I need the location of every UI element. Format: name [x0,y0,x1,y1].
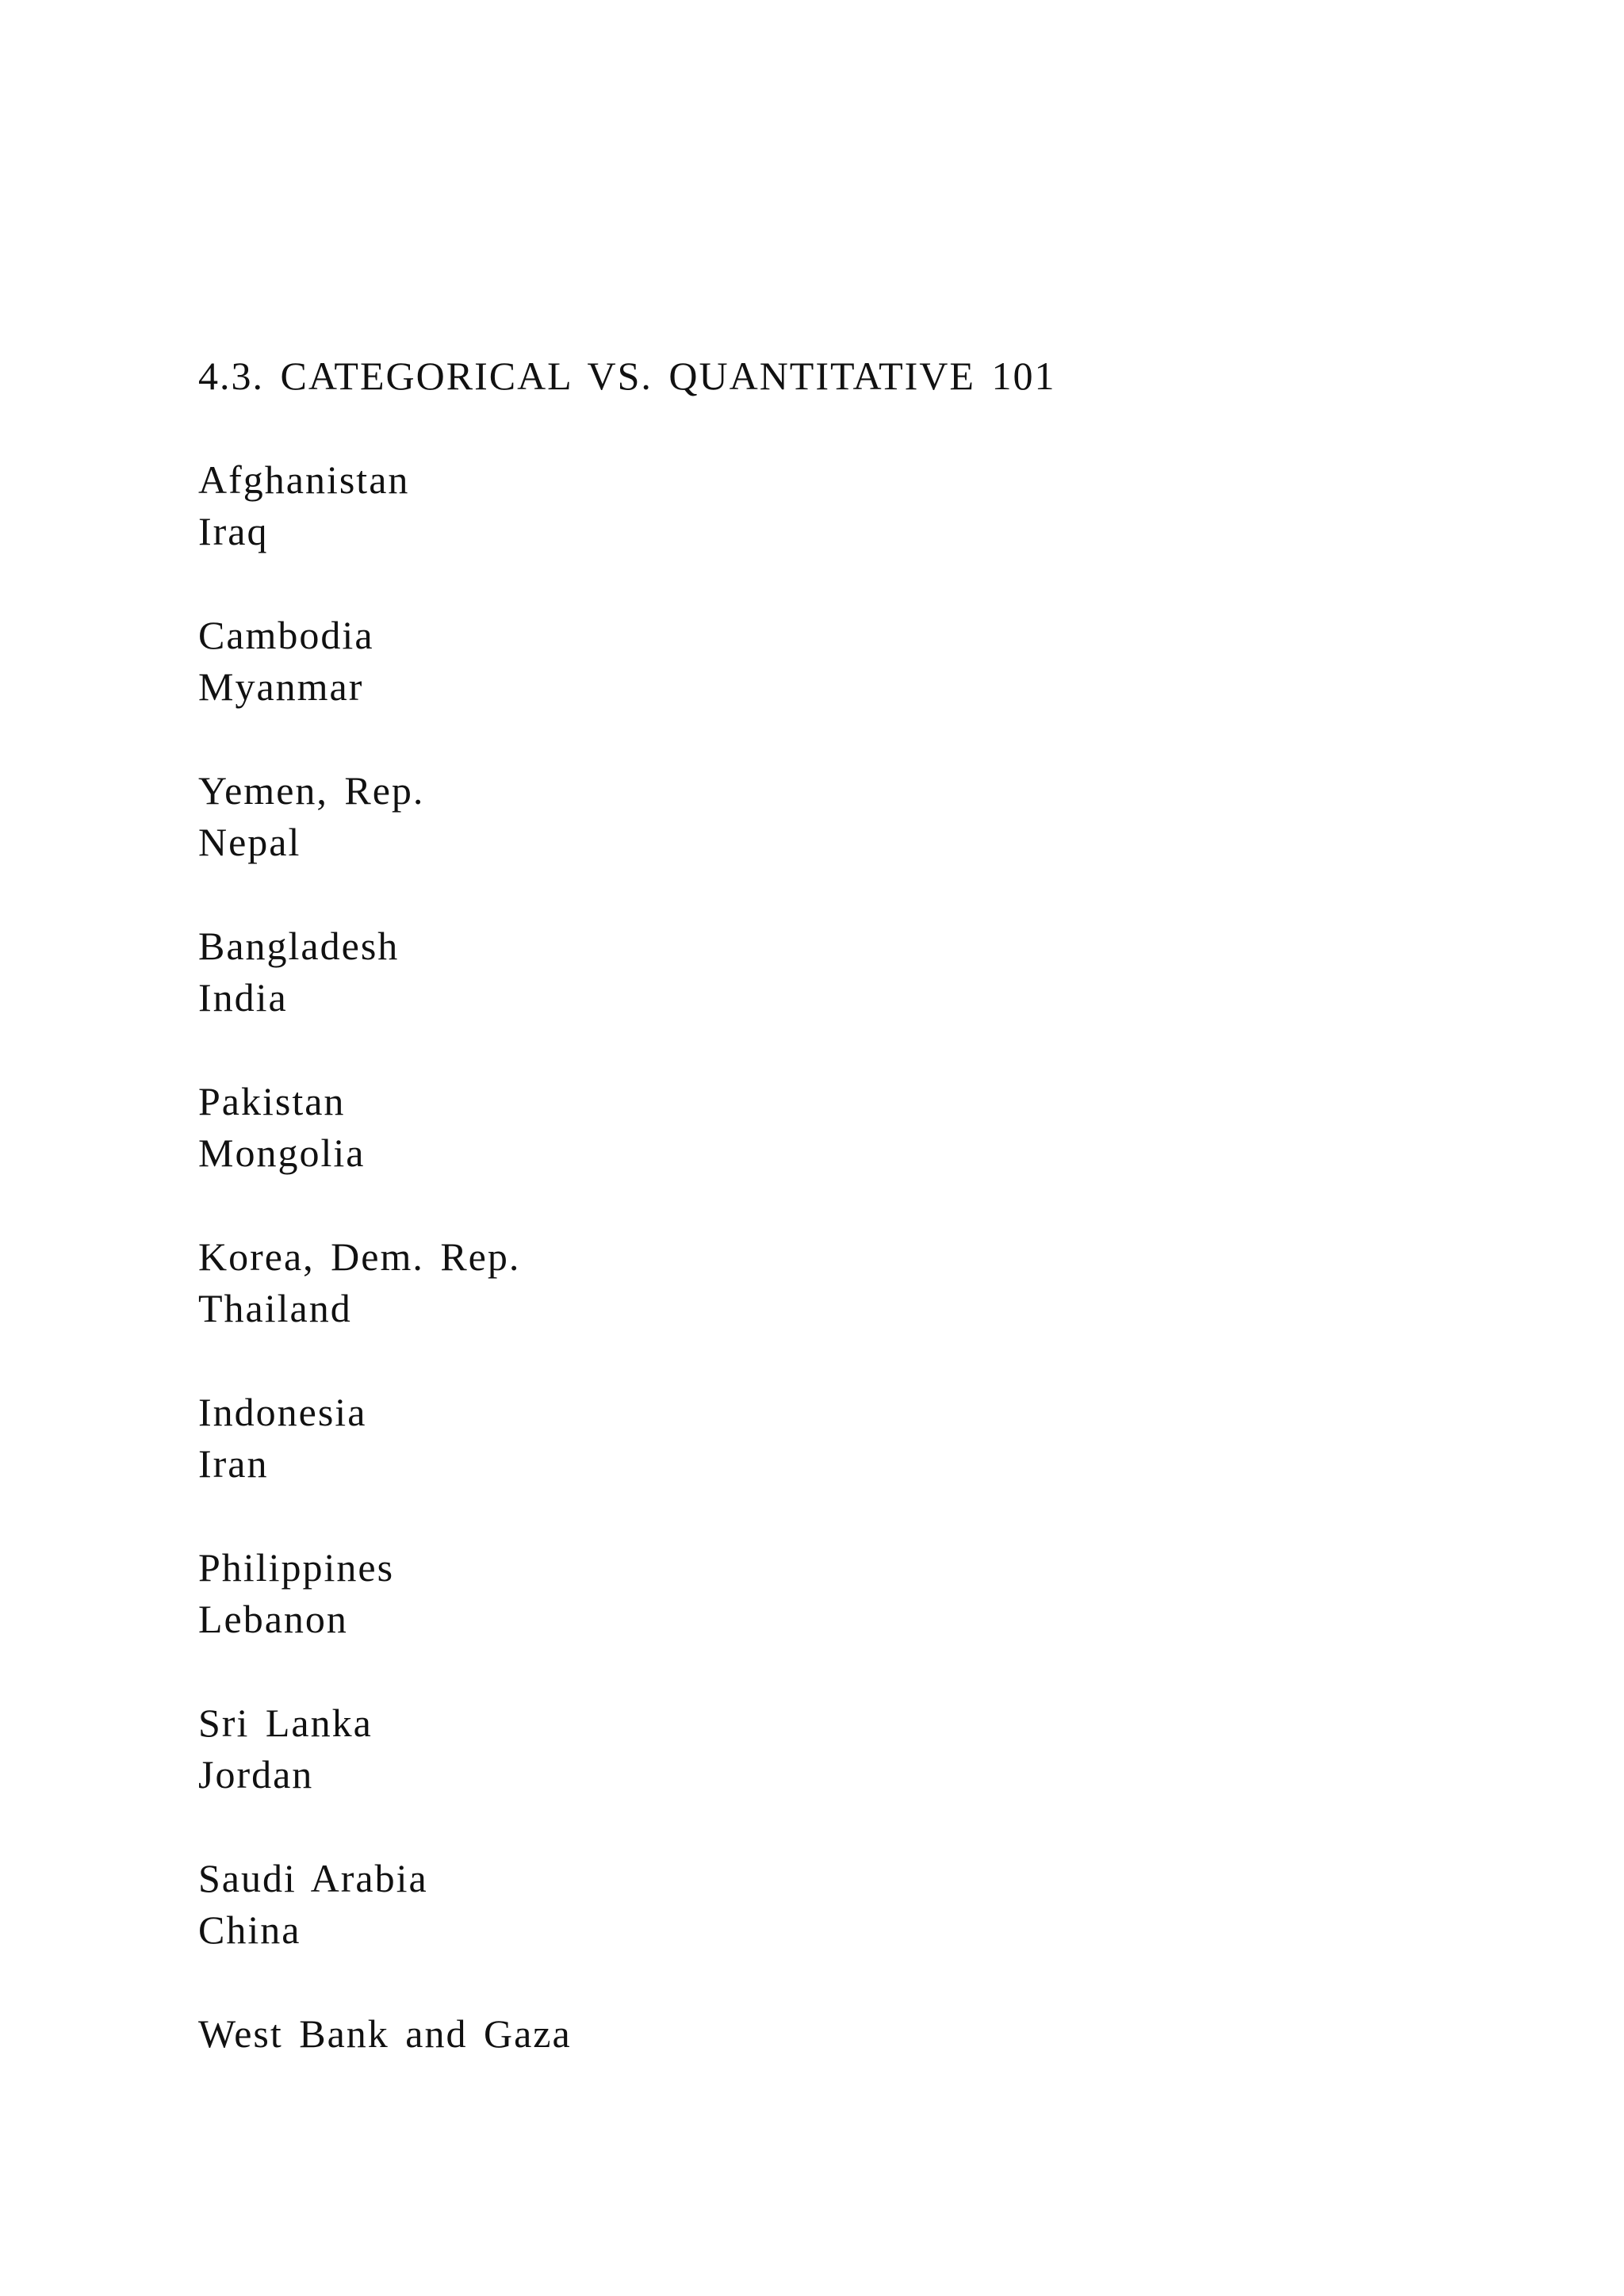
country-name: Pakistan [198,1079,346,1123]
page-content [198,350,1055,2060]
country-name: Afghanistan [198,457,410,502]
running-head: 4.3. CATEGORICAL VS. QUANTITATIVE 101 [198,354,1056,398]
country-name: India [198,975,288,1020]
country-name: Sri Lanka [198,1701,373,1745]
country-name: Iran [198,1441,269,1486]
country-name: Iraq [198,509,269,553]
group-spacer [198,1800,1055,1853]
country-name: Thailand [198,1286,352,1330]
group-spacer [198,1490,1055,1542]
country-name: Nepal [198,820,301,864]
country-name: Indonesia [198,1390,367,1434]
country-name: Myanmar [198,664,364,709]
country-group [198,1231,1055,1334]
country-name: Mongolia [198,1131,366,1175]
group-spacer [198,1645,1055,1697]
country-group [198,920,1055,1024]
group-spacer [198,557,1055,610]
group-spacer [198,1024,1055,1076]
group-spacer [198,1179,1055,1231]
country-name: Yemen, Rep. [198,768,425,813]
country-name: Lebanon [198,1597,348,1641]
country-name: Bangladesh [198,924,400,968]
group-spacer [198,713,1055,765]
country-name: Philippines [198,1545,395,1590]
country-name: Saudi Arabia [198,1856,428,1900]
country-name: Korea, Dem. Rep. [198,1234,521,1279]
country-name: Jordan [198,1752,314,1797]
country-name: China [198,1908,301,1952]
country-group [198,2008,1055,2060]
country-group [198,1853,1055,1956]
country-group [198,1542,1055,1645]
country-name: West Bank and Gaza [198,2011,572,2056]
country-group [198,610,1055,713]
country-group [198,1697,1055,1800]
country-group [198,1387,1055,1490]
country-group [198,765,1055,868]
group-spacer [198,868,1055,920]
country-group [198,1076,1055,1179]
country-name: Cambodia [198,613,374,657]
country-list [198,454,1055,2060]
country-group [198,454,1055,557]
group-spacer [198,1956,1055,2008]
group-spacer [198,1334,1055,1387]
